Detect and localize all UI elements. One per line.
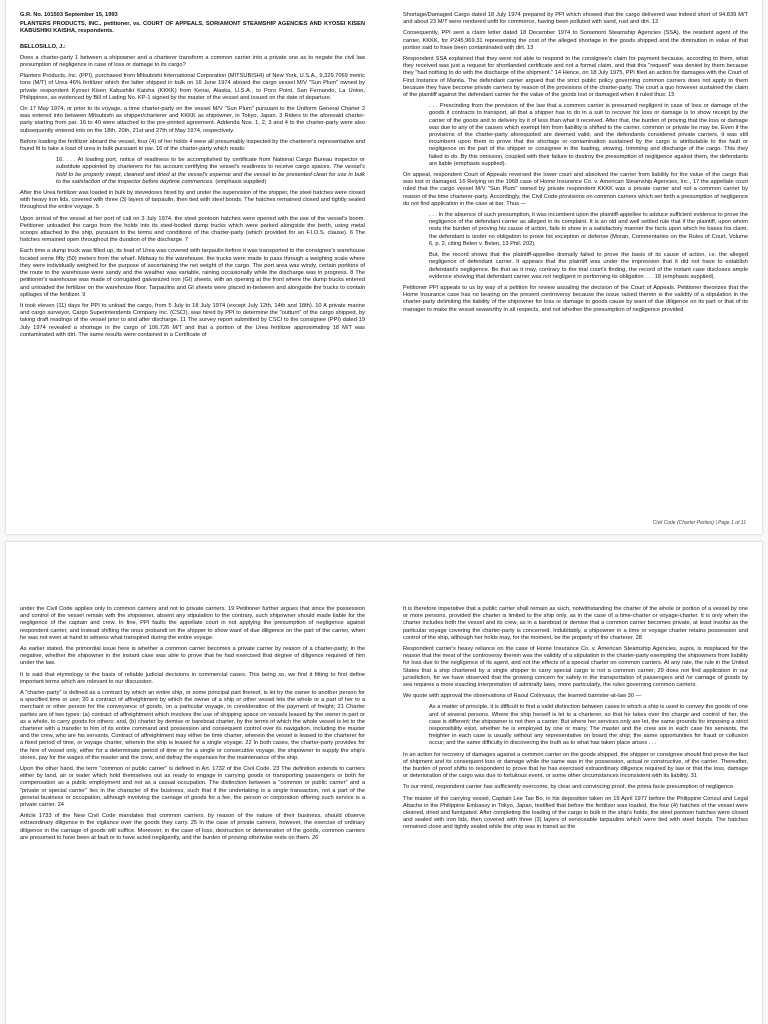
- paragraph: A "charter-party" is defined as a contract by which an entire ship, or some principal part thereof, is let by the owner to another person for a specified time or use; 20 a contract of affreightment by which the owner of a ship or other vessel lets the whole or a part of her to a merchant or other person for the conveyance of goods, on a particular voyage, in consideration of the payment of freight; 21 Charter parties are of two types: (a) contract of affreightment which involves the use of shipping space on vessels leased by the owner in part or as a whole, to carry goods for others; and, (b) charter by demise or bareboat charter, by the terms of which the whole vessel is let to the charterer with a transfer to him of its entire command and possession and consequent control over its navigation, including the master and the crew, who are his servants. Contract of affreightment may either be time charter, wherein the vessel is leased to the charterer for a fixed period of time, or voyage charter, wherein the ship is leased for a single voyage. 22 In both cases, the charter-party provides for the hire of vessel only, either for a determinate period of time or for a single or consecutive voyage, the shipowner to supply the ship's stores, pay for the wages of the master and the crew, and defray the expenses for the maintenance of the ship.: [20, 690, 365, 761]
- paragraph: Article 1733 of the New Civil Code mandates that common carriers, by reason of the nature of their business, should observe extraordinary diligence in the vigilance over the goods they carry. 25 In the case of private carriers, however, the exercise of ordinary diligence in the carriage of goods will suffice. Moreover, in the case of loss, destruction or deterioration of the goods, common carriers are presumed to have been at fault or to have acted negligently, and the burden of proving otherwise rests on them. 26: [20, 813, 365, 841]
- paragraph: We quote with approval the observations of Raoul Colinvaux, the learned barrister-at-law 30 —: [403, 693, 642, 700]
- page1-right-column: [403, 12, 748, 318]
- paragraph: Planters Products, Inc. (PPI), purchased from Mitsubishi International Corporation (MITSUBISHI) of New York, U.S.A., 9,329.7069 metric tons (M/T) of Urea 46% fertilizer which the latter shipped in bulk on 16 June 1974 aboard the cargo vessel M/V "Sun Plum" owned by private respondent Kyosei Kisen Kabushiki Kaisha (KKKK) from Kenai, Alaska, U.S.A., to Poro Point, San Fernando, La Union, Philippines, as evidenced by Bill of Lading No. KP-1 signed by the master of the vessel and issued on the date of departure.: [20, 73, 365, 101]
- paragraph: It is therefore imperative that a public carrier shall remain as such, notwithstanding the charter of the whole or portion of a vessel by one or more persons, provided the charter is limited to the ship only, as in the case of a time-charter or voyage-charter. It is only when the charter includes both the vessel and its crew, as in a bareboat or demise that a common carrier becomes private, at least insofar as the particular voyage covering the charter-party is concerned. Indubitably, a shipowner in a time or voyage charter retains possession and control of the ship, although her holds may, for the moment, be the property of the charterer. 28: [403, 606, 748, 641]
- paragraph: Upon the other hand, the term "common or public carrier" is defined in Art. 1732 of the Civil Code. 23 The definition extends to carriers either by land, air or water which hold themselves out as ready to engage in carrying goods or transporting passengers or both for compensation as a public employment and not as a casual occupation. The distinction between a "common or public carrier" and a "private or special carrier" lies in the character of the business, such that if the undertaking is a single transaction, not a part of the general business or occupation, although involving the carriage of goods for a fee, the person or corporation offering such service is a private carrier. 24: [20, 766, 365, 809]
- paragraph: After the Urea fertilizer was loaded in bulk by stevedores hired by and under the supervision of the shipper, the steel hatches were closed with heavy iron lids, covered with three (3) layers of tarpaulin, then tied with steel bonds. The hatches remained closed and tightly sealed throughout the entire voyage. 5: [20, 190, 365, 211]
- paragraph: The master of the carrying vessel, Captain Lee Tae Bo, in his deposition taken on 19 April 1977 before the Philippine Consul and Legal Attache in the Philippine Embassy in Tokyo, Japan, testified that before the fertilizer was loaded, the four (4) hatches of the vessel were cleaned, dried and fumigated. After completing the loading of the cargo in bulk in the ship's holds, the steel pontoon hatches were closed and sealed with iron lids, then covered with three (3) layers of serviceable tarpaulins which were tied with steel bonds. The hatches remained close and tightly sealed while the ship was in transit as the: [403, 795, 748, 831]
- paragraph: To our mind, respondent carrier has sufficiently overcome, by clear and convincing proof, the prima facie presumption of negligence.: [403, 784, 735, 791]
- case-number: G.R. No. 101503 September 15, 1993: [20, 12, 118, 18]
- page2-left-column: [20, 606, 365, 846]
- paragraph: On 17 May 1974, or prior to its voyage, a time charter-party on the vessel M/V "Sun Plum" pursuant to the Uniform General Charter 2 was entered into between Mitsubishi as shipper/charterer and KKKK as shipowner, in Tokyo, Japan. 3 Riders to the aforesaid charter-party starting from par. 16 to 40 were attached to the pre-printed agreement. Addenda Nos. 1, 2, 3 and 4 to the charter-party were also subsequently entered into on the 18th, 20th, 21st and 27th of May 1974, respectively.: [20, 106, 365, 134]
- paragraph: On appeal, respondent Court of Appeals reversed the lower court and absolved the carrier from liability for the value of the cargo that was lost or damaged. 16 Relying on the 1968 case of Home Insurance Co. v. American Steamship Agencies, Inc., 17 the appellate court ruled that the cargo vessel M/V "Sun Plum" owned by private respondent KKKK was a private carrier and not a common carrier by reason of the time charterer-party. Accordingly, the Civil Code provisions on common carriers which set forth a presumption of negligence do not find application in the case at bar. Thus —: [403, 172, 748, 207]
- paragraph: In an action for recovery of damages against a common carrier on the goods shipped, the shipper or consignee should first prove the fact of shipment and its consequent loss or damage while the same was in the possession, actual or constructive, of the carrier. Thereafter, the burden of proof shifts to respondent to prove that he has exercised extraordinary diligence required by law or that the loss, damage or deterioration of the cargo was due to fortuitous event, or some other circumstances inconsistent with its liability. 31: [403, 751, 748, 780]
- paragraph: Shortage/Damaged Cargo dated 18 July 1974 prepared by PPI which showed that the cargo delivered was indeed short of 94.839 M/T and about 23 M/T were rendered unfit for commerce, having been polluted with sand, rust and dirt. 12: [403, 12, 748, 26]
- paragraph: Respondent carrier's heavy reliance on the case of Home Insurance Co. v. American Steamship Agencies, supra, is misplaced for the reason that the meat of the controversy therein was the validity of a stipulation in the charter-party exempting the shipowners from liability for loss due to the negligence of its agent, and not the effects of a special charter on common carriers. At any rate, the rule in the United States that a ship chartered by a single shipper to carry special cargo is not a common carrier, 29 does not find application in our jurisdiction, for we have observed that the growing concern for safety in the transportation of passengers and /or carriage of goods by sea requires a more exacting interpretation of admiralty laws, more particularly, the rules governing common carriers.: [403, 646, 748, 689]
- paragraph: Respondent SSA explained that they were not able to respond to the consignee's claim for payment because, according to them, what they received was just a request for shortlanded certificate and not a formal claim, and that this "request" was denied by them because they "had nothing to do with the discharge of the shipment." 14 Hence, on 18 July 1975, PPI filed an action for damages with the Court of First Instance of Manila. The defendant carrier argued that the strict public policy governing common carriers does not apply to them because they have become private carriers by reason of the provisions of the charter-party. The court a quo however sustained the claim of the plaintiff against the defendant carrier for the value of the goods lost or damaged when it ruled thus: 15: [403, 56, 748, 99]
- paragraph: It is said that etymology is the basis of reliable judicial decisions in commercial cases. This being so, we find it fitting to first define important terms which are relevant to our discussion.: [20, 671, 365, 685]
- paragraph: under the Civil Code applies only to common carriers and not to private carriers. 19 Petitioner further argues that since the possession and control of the vessel remain with the shipowner, absent any stipulation to the contrary, such shipowner should made liable for the negligence of the captain and crew. In fine, PPI faults the appellate court in not applying the presumption of negligence against respondent carrier, and instead shifting the onus probandi on the shipper to show want of due diligence on the part of the carrier, when he was not even at hand to witness what transpired during the entire voyage.: [20, 606, 365, 641]
- page-footer: Civil Code (Charter Parties) | Page 1 of 11: [652, 520, 746, 526]
- paragraph: Consequently, PPI sent a claim letter dated 18 December 1974 to Soriamont Steamship Agencies (SSA), the resident agent of the carrier, KKKK, for P245,969.31 representing the cost of the alleged shortage in the goods shipped and the diminution in value of that portion said to have been contaminated with dirt. 13: [403, 30, 748, 51]
- page2-right-column: [403, 606, 748, 836]
- quote-note: (emphasis supplied): [215, 178, 267, 185]
- page1-left-column: [20, 12, 365, 343]
- document-page-2: [6, 542, 762, 1024]
- case-parties: PLANTERS PRODUCTS, INC., petitioner, vs. COURT OF APPEALS, SORIAMONT STEAMSHIP AGENCIES AND KYOSEI KISEN KABUSHIKI KAISHA, respondents.: [20, 21, 365, 35]
- paragraph: Does a charter-party 1 between a shipowner and a charterer transform a common carrier into a private one as to negate the civil law presumption of negligence in case of loss or damage to its cargo?: [20, 54, 365, 69]
- block-quote: . . . Prescinding from the provision of the law that a common carrier is presumed negligent in case of loss or damage of the goods it contracts to transport, all that a shipper has to do in a suit to recover for loss or damage is to show receipt by the carrier of the goods and to delivery by it of less than what it received. After that, the burden of proving that the loss or damage was due to any of the causes which exempt him from liability is shifted to the carrier, common or private he may be. Even if the provisions of the charter-party aforequoted are deemed valid, and the defendants considered private carriers, it was still incumbent upon them to prove that the shortage or contamination sustained by the cargo is attributable to the fault or negligence on the part of the shipper or consignee in the loading, stowing, trimming and discharge of the cargo. This they failed to do. By this omission, coupled with their failure to destroy the presumption of negligence against them, the defendants are liable (emphasis supplied).: [429, 103, 748, 167]
- block-quote: . . . In the absence of such presumption, it was incumbent upon the plaintiff-appellee to adduce sufficient evidence to prove the negligence of the defendant carrier as alleged in its complaint. It is an old and well settled rule that if the plaintiff, upon whom rests the burden of proving his cause of action, fails to show in a satisfactory manner the facts upon which he bases his claim, the defendant is under no obligation to prove his exception or defense (Moran, Commentaries on the Rules of Court, Volume 6, p. 2, citing Belen v. Belen, 13 Phil. 202).: [429, 212, 748, 247]
- block-quote: As a matter of principle, it is difficult to find a valid distinction between cases in which a ship is used to convey the goods of one and of several persons. Where the ship herself is let to a charterer, so that he takes over the charge and control of her, the case is different; the shipowner is not then a carrier. But where her services only are let, the same grounds for imposing a strict responsibility exist, whether he is employed by one or many. The master and the crew are in each case his servants, the freighter in each case is usually without any representative on board the ship; the same opportunities for fraud or collusion occur; and the same difficulty in discovering the truth as to what has taken place arises . . .: [429, 704, 748, 747]
- paragraph: As earlier stated, the primordial issue here is whether a common carrier becomes a private carrier by reason of a charter-party; in the negative, whether the shipowner in the instant case was able to prove that he had exercised that degree of diligence required of him under the law.: [20, 646, 365, 667]
- quote-emphasis: The vessel's hold to be properly swept, cleaned and dried at the vessel's expense and the vessel to be presented clean for use in bulk to the satisfaction of the inspector before daytime commences.: [56, 164, 365, 185]
- quote-text: 16. . . . At loading port, notice of readiness to be accomplished by certificate from National Cargo Bureau inspector or substitute appointed by charterers for his account certifying the vessel's readiness to receive cargo spaces.: [56, 157, 365, 171]
- paragraph: Petitioner PPI appeals to us by way of a petition for review assailing the decision of the Court of Appeals. Petitioner theorizes that the Home Insurance case has no bearing on the present controversy because the issue raised therein is the validity of a stipulation in the charter-party delimiting the liability of the shipowner for loss or damage to goods cause by want of due diligence on its part or that of its manager to make the vessel seaworthy in all respects, and not whether the presumption of negligence provided: [403, 284, 748, 313]
- document-page-1: [6, 0, 762, 534]
- paragraph: It took eleven (11) days for PPI to unload the cargo, from 5 July to 18 July 1974 (except July 12th, 14th and 18th). 10 A private marine and cargo surveyor, Cargo Superintendents Company Inc. (CSCI), was hired by PPI to determine the "outturn" of the cargo shipped, by taking draft readings of the vessel prior to and after discharge. 11 The survey report submitted by CSCI to the consignee (PPI) dated 19 July 1974 revealed a shortage in the cargo of 106.726 M/T and that a portion of the Urea fertilizer approximating 18 M/T was contaminated with dirt. The same results were contained in a Certificate of: [20, 302, 365, 338]
- paragraph: Before loading the fertilizer aboard the vessel, four (4) of her holds 4 were all presumably inspected by the charterer's representative and found fit to take a load of urea in bulk pursuant to par. 16 of the charter-party which reads:: [20, 138, 365, 153]
- block-quote: [56, 157, 365, 186]
- block-quote: But, the record shows that the plaintiff-appellee dismally failed to prove the basis of its cause of action, i.e. the alleged negligence of defendant carrier. It appears that the plaintiff was under the impression that it did not have to establish defendant's negligence. Be that as it may, contrary to the trial court's finding, the record of the instant case discloses ample evidence showing that defendant carrier was not negligent in performing its obligation . . . 18 (emphasis supplied).: [429, 252, 748, 280]
- case-header: [20, 12, 365, 51]
- paragraph: Upon arrival of the vessel at her port of call on 3 July 1974, the steel pontoon hatches were opened with the use of the vessel's boom. Petitioner unloaded the cargo from the holds into its steel-bodied dump trucks which were parked alongside the berth, using metal scoops attached to the ship, pursuant to the terms and conditions of the charter-party (which provided for an F.I.O.S. clause). 6 The hatches remained open throughout the duration of the discharge. 7: [20, 215, 365, 244]
- paragraph: Each time a dump truck was filled up, its load of Urea was covered with tarpaulin before it was transported to the consignee's warehouse located some fifty (50) meters from the wharf. Midway to the warehouse, the trucks were made to pass through a weighing scale where they were individually weighed for the purpose of ascertaining the net weight of the cargo. The port area was windy, certain portions of the route to the warehouse were sandy and the weather was variable, raining occasionally while the discharge was in progress. 8 The petitioner's warehouse was made of corrugated galvanized iron (GI) sheets, with an opening at the front where the dump trucks entered and unloaded the fertilizer on the warehouse floor. Tarpaulins and GI sheets were placed in-between and alongside the trucks to contain spillages of the fertilizer. 9: [20, 248, 365, 298]
- ponente: BELLOSILLO, J.:: [20, 43, 66, 50]
